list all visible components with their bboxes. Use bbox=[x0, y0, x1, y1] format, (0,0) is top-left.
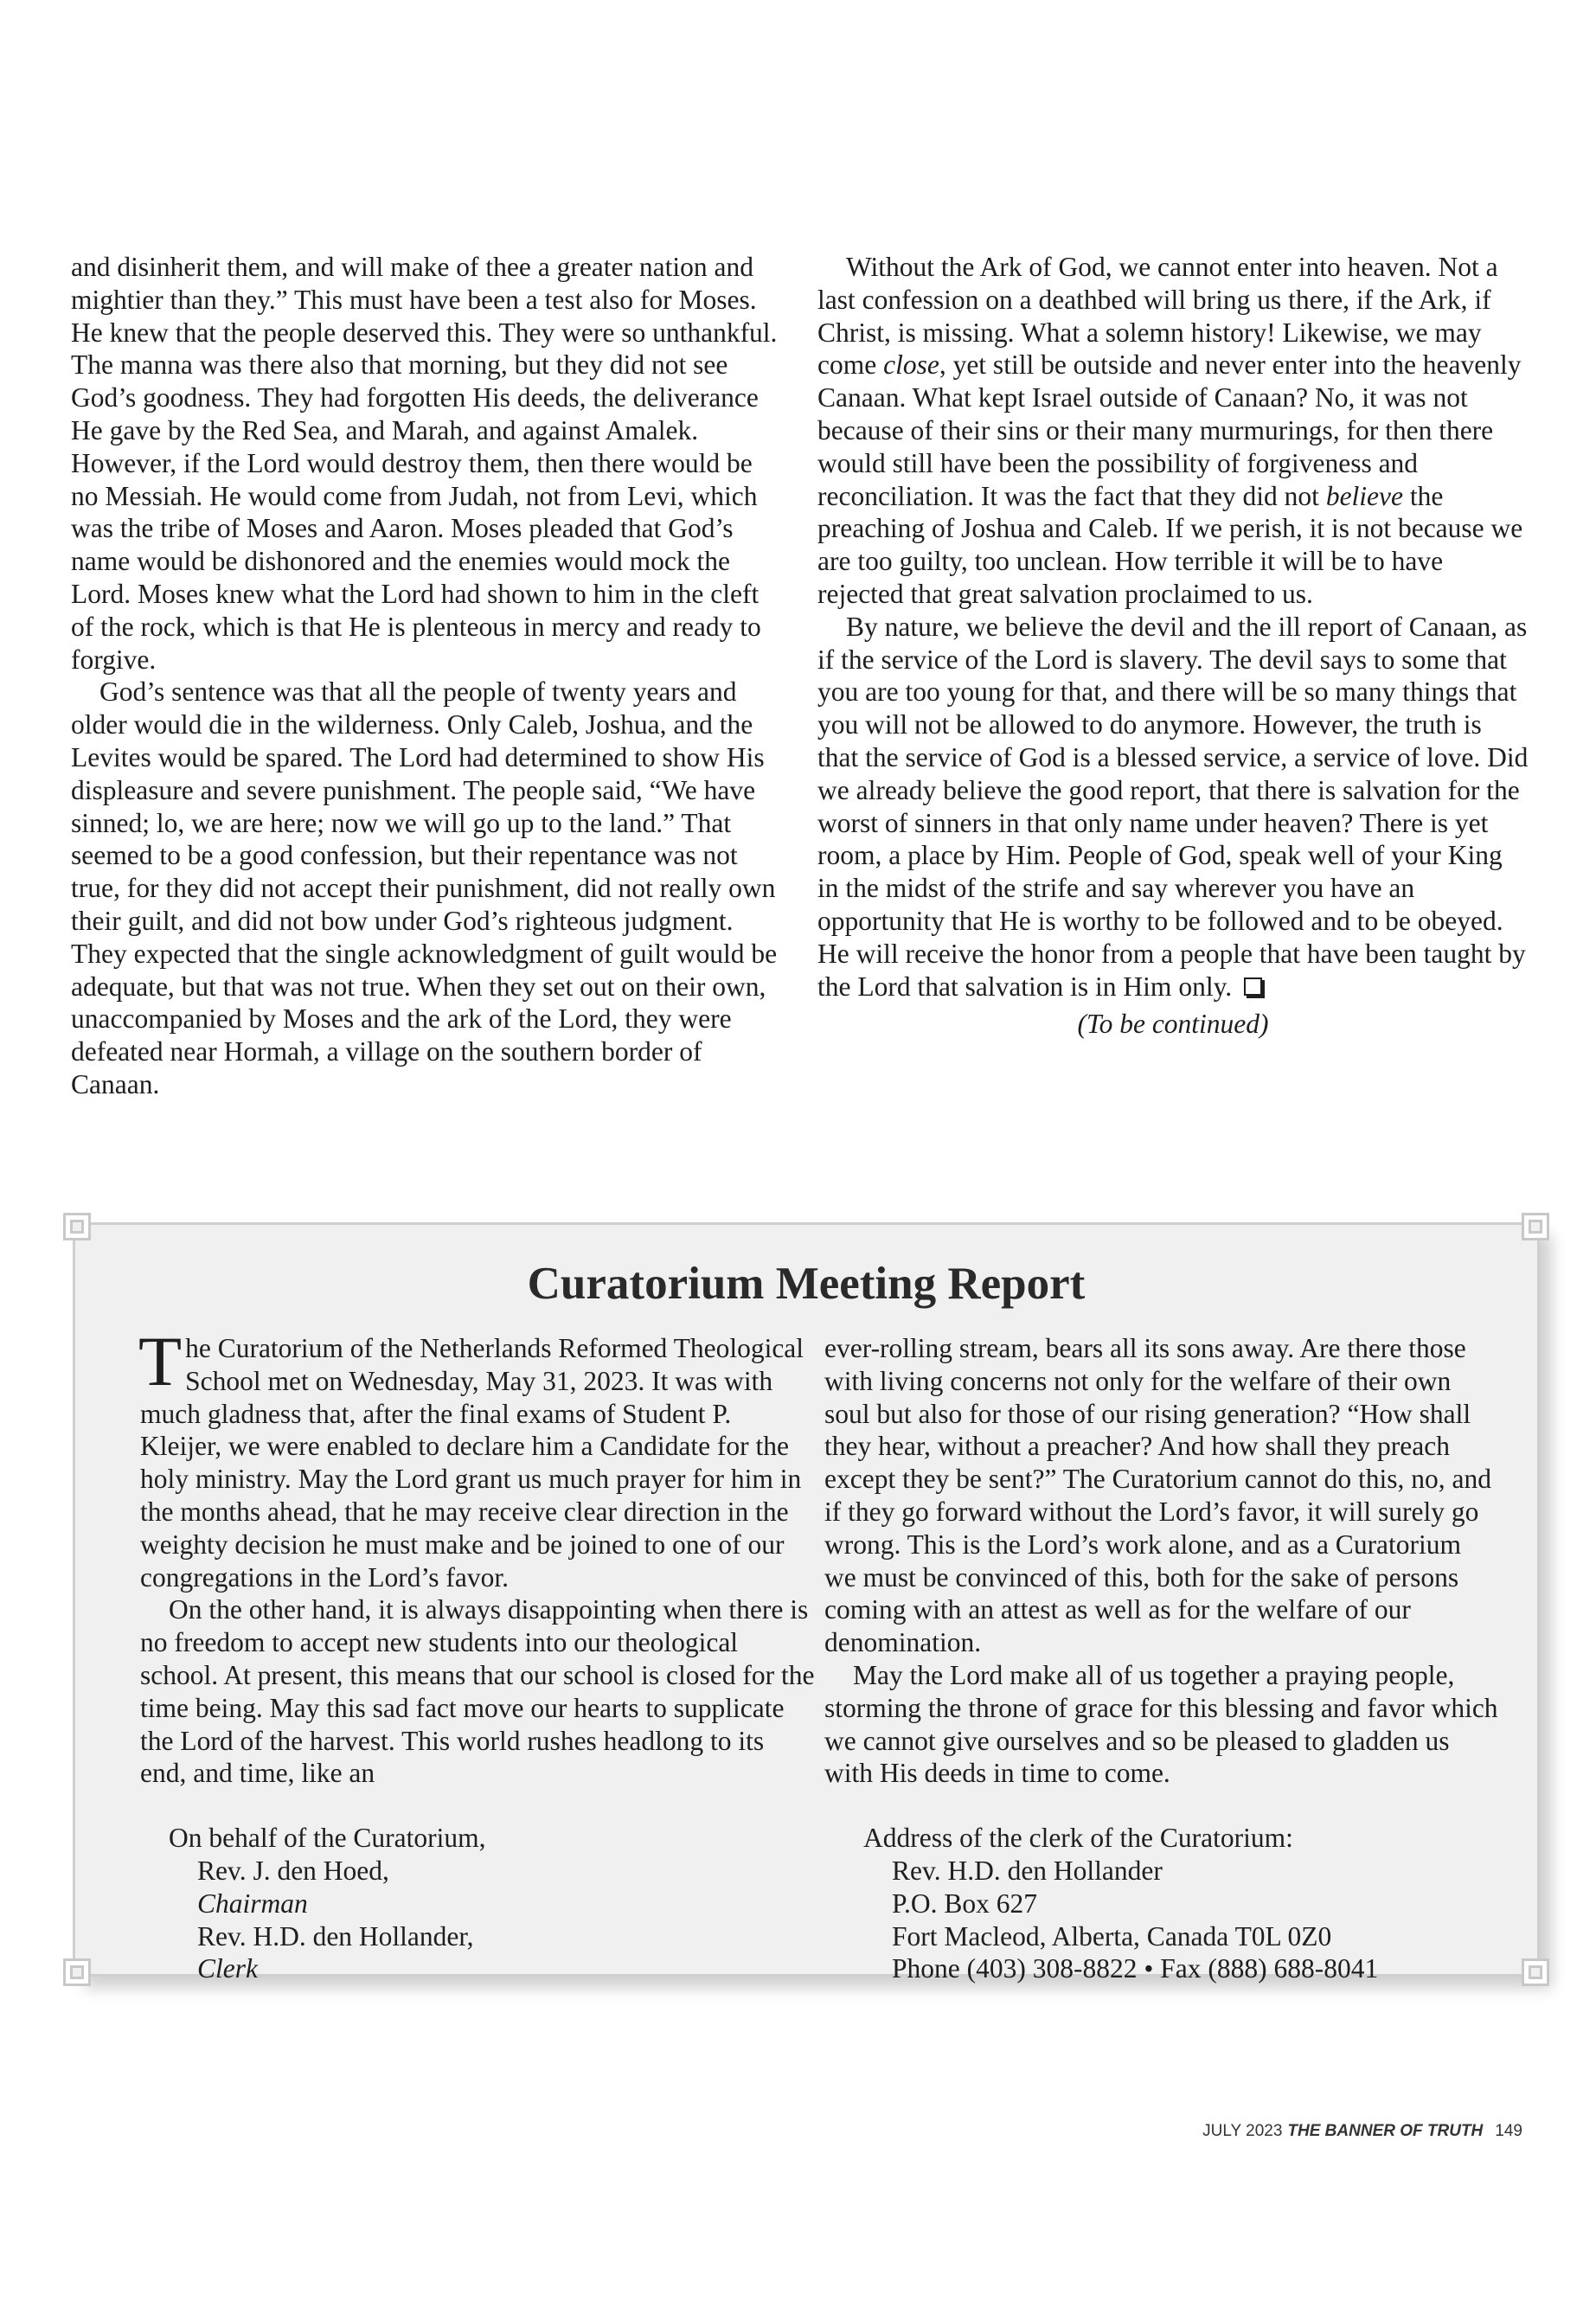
chairman-name: Rev. J. den Hoed, bbox=[197, 1855, 389, 1886]
chairman-role: Chairman bbox=[197, 1888, 308, 1919]
page-footer bbox=[1202, 2122, 1522, 2141]
report-title: Curatorium Meeting Report bbox=[527, 1259, 1086, 1309]
article-paragraph: and disinherit them, and will make of thee a greater nation and mightier than they.” This must have been a test also for Moses. He knew that the people deserved this. They were so unthankful. The manna was there also that morning, but they did not see God’s goodness. They had forgotten His deeds, the deliverance He gave by the Red Sea, and Marah, and against Amalek. However, if the Lord would destroy them, then there would be no Messiah. He would come from Judah, not from Levi, which was the tribe of Moses and Aaron. Moses pleaded that God’s name would be dishonored and the enemies would mock the Lord. Moses knew what the Lord had shown to him in the cleft of the rock, which is that He is plenteous in mercy and ready to forgive. bbox=[71, 252, 778, 675]
emphasis: close bbox=[883, 349, 939, 381]
article-paragraph: God’s sentence was that all the people of twenty years and older would die in the wilderness. Only Caleb, Joshua, and the Levites would be spared. The Lord had determined to show His displeasure and severe punishment. The people said, “We have sinned; lo, we are here; now we will go up to the land.” That seemed to be a good confession, but their repentance was not true, for they did not accept their punishment, did not really own their guilt, and did not bow under God’s righteous judgment. They expected that the single acknowledgment of guilt would be adequate, but that was not true. When they set out on their own, unaccompanied by Moses and the ark of the Lord, they were defeated near Hormah, a village on the southern border of Canaan. bbox=[71, 676, 778, 1099]
article-right-column bbox=[817, 251, 1529, 1041]
address-phone: Phone (403) 308-8822 • Fax (888) 688-8041 bbox=[892, 1953, 1379, 1984]
continued-note: (To be continued) bbox=[1077, 1009, 1269, 1040]
corner-ornament-icon bbox=[1522, 1213, 1549, 1240]
report-paragraph: On the other hand, it is always disappointing when there is no freedom to accept new students into our theological school. At present, this means that our school is closed for the time being. May this sad fact move our hearts to supplicate the Lord of the harvest. This world rushes headlong to its end, and time, like an bbox=[140, 1594, 815, 1789]
curatorium-report-box bbox=[73, 1222, 1540, 1984]
signature-block bbox=[140, 1822, 815, 1985]
address-box: P.O. Box 627 bbox=[892, 1888, 1038, 1919]
chairman-line bbox=[169, 1855, 815, 1920]
corner-ornament-icon bbox=[63, 1213, 91, 1240]
emphasis: believe bbox=[1325, 480, 1403, 511]
report-paragraph bbox=[138, 1322, 815, 1593]
report-paragraph: ever-rolling stream, bears all its sons away. Are there those with living concerns not only for the welfare of their own soul but also for those of our rising generation? “How shall they hear, without a preacher? And how shall they preach except they be sent?” The Curatorium cannot do this, no, and if they go forward without the Lord’s favor, it will surely go wrong. This is the Lord’s work alone, and as a Curatorium we must be convinced of this, both for the sake of persons coming with an attest as well as for the welfare of our denomination. bbox=[824, 1333, 1491, 1658]
article-left-column bbox=[71, 251, 782, 1101]
page-number: 149 bbox=[1495, 2122, 1522, 2140]
text-run: the preaching of Joshua and Caleb. If we perish, it is not because we are too guilty, too unclean. How terrible it will be to have rejected that great salvation proclaimed to us. bbox=[817, 480, 1523, 609]
footer-publication: THE BANNER OF TRUTH bbox=[1287, 2122, 1484, 2140]
article-paragraph bbox=[817, 251, 1529, 611]
address-label: Address of the clerk of the Curatorium: bbox=[863, 1823, 1293, 1854]
article-paragraph bbox=[817, 611, 1529, 1003]
address-block bbox=[824, 1822, 1499, 1985]
clerk-role: Clerk bbox=[197, 1953, 258, 1984]
clerk-name: Rev. H.D. den Hollander, bbox=[197, 1920, 474, 1952]
address-name: Rev. H.D. den Hollander bbox=[892, 1855, 1163, 1886]
report-left-column bbox=[138, 1322, 815, 1985]
corner-ornament-icon bbox=[1522, 1958, 1549, 1986]
text-run: , yet still be outside and never enter into the heavenly Canaan. What kept Israel outside of Canaan? No, it was not because of their sins or their many murmurings, for then there would still have been the possibility of forgiveness and reconciliation. It was the fact that they did not bbox=[817, 349, 1522, 511]
footer-issue: JULY 2023 bbox=[1202, 2122, 1283, 2140]
text-run: By nature, we believe the devil and the ill report of Canaan, as if the service of the Lord is slavery. The devil says to some that you are too young for that, and there will be so many things that you will not be allowed to do anymore. However, the truth is that the service of God is a blessed service, a service of love. Did we already believe the good report, that there is salvation for the worst of sinners in that only name under heaven? There is yet room, a place by Him. People of God, speak well of your King in the midst of the strife and say wherever you have an opportunity that He is worthy to be followed and to be obeyed. He will receive the honor from a people that have been taught by the Lord that salvation is in Him only. bbox=[817, 611, 1529, 1002]
end-mark-icon bbox=[1244, 977, 1262, 996]
text-run: he Curatorium of the Netherlands Reformed Theological School met on Wednesday, May 31, 2023. It was with much gladness that, after the final exams of Student P. Kleijer, we were enabled to declare him a Candidate for the holy ministry. May the Lord grant us much prayer for him in the months ahead, that he may receive clear direction in the weighty decision he must make and be joined to one of our congregations in the Lord’s favor. bbox=[140, 1333, 804, 1593]
corner-ornament-icon bbox=[63, 1958, 91, 1986]
signoff-line: On behalf of the Curatorium, bbox=[169, 1823, 486, 1854]
address-city: Fort Macleod, Alberta, Canada T0L 0Z0 bbox=[892, 1920, 1332, 1952]
report-paragraph: May the Lord make all of us together a praying people, storming the throne of grace for this blessing and favor which we cannot give ourselves and so be pleased to gladden us with His deeds in time to come. bbox=[824, 1659, 1498, 1789]
text-run: Without the Ark of God, we cannot enter into heaven. Not a last confession on a deathbed will bring us there, if the Ark, if Christ, is missing. What a solemn history! Likewise, we may come bbox=[817, 252, 1498, 381]
drop-cap: T bbox=[138, 1322, 183, 1400]
report-right-column bbox=[824, 1332, 1499, 1985]
clerk-line bbox=[169, 1920, 815, 1986]
